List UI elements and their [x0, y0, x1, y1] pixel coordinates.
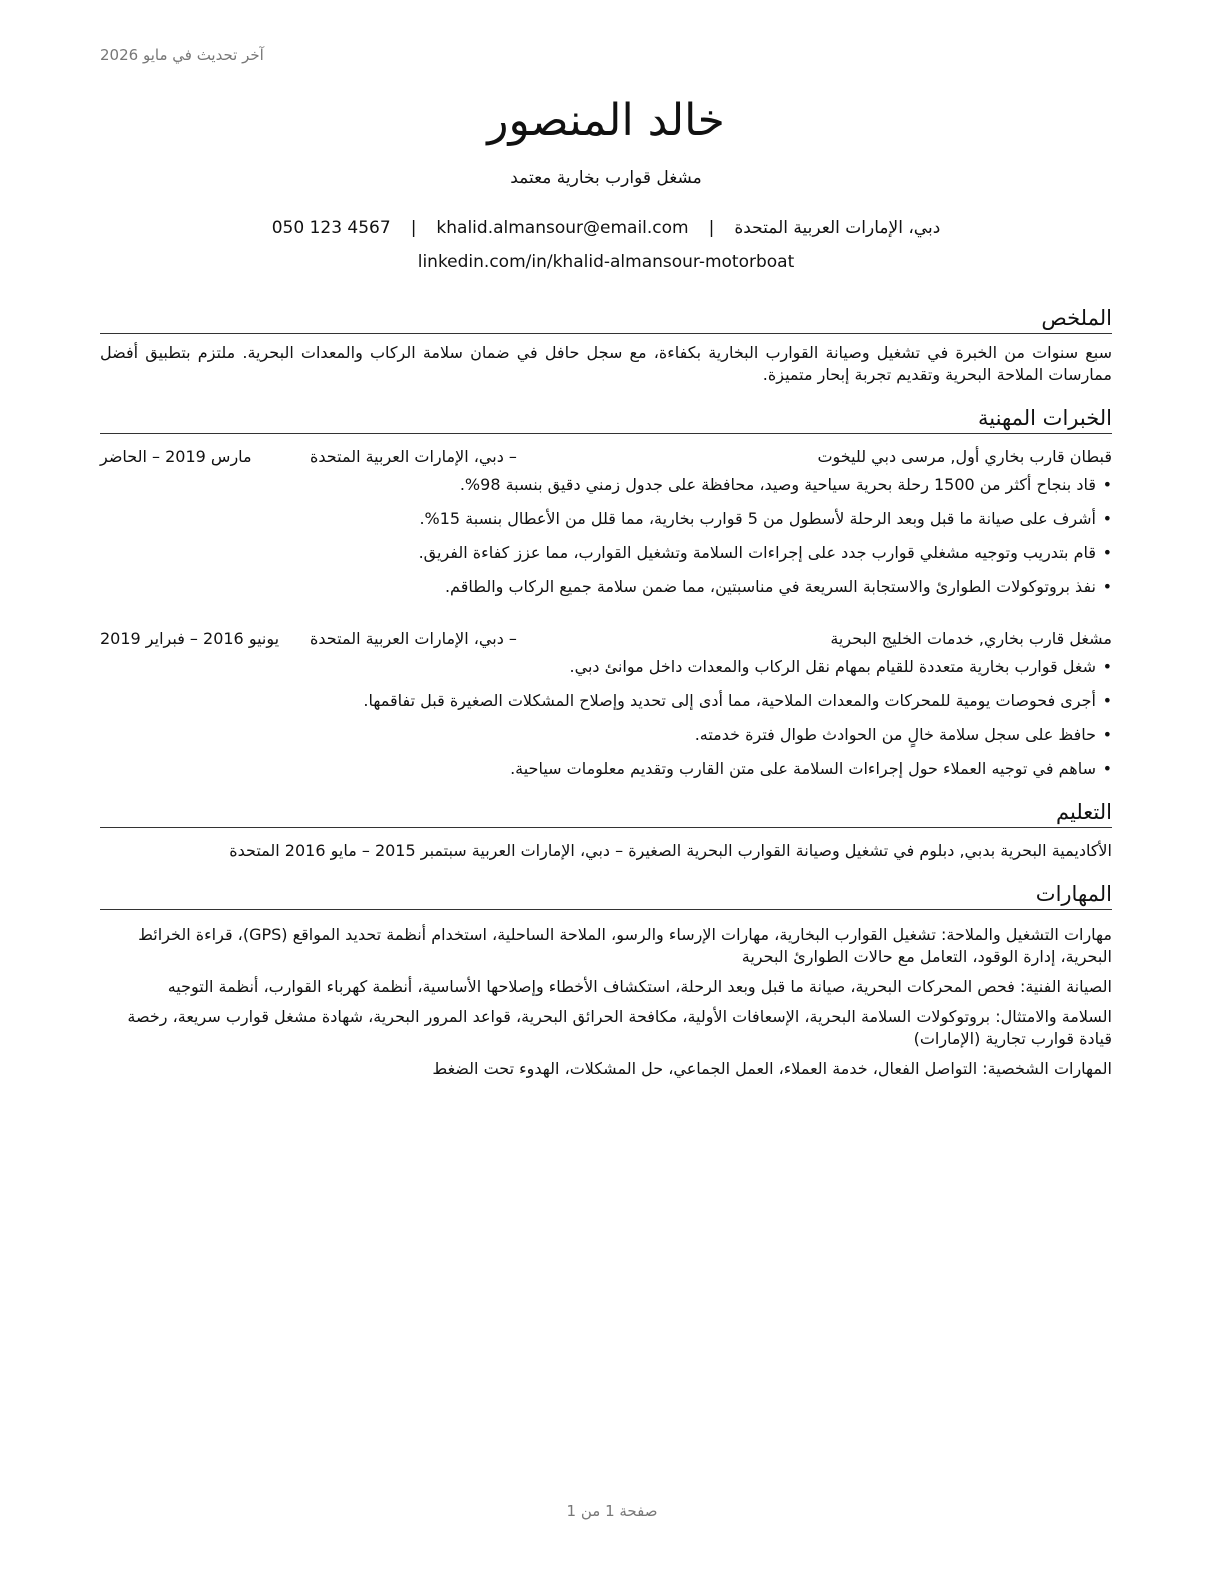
job-bullets: [100, 474, 1112, 598]
contact-separator: |: [410, 218, 417, 238]
contact-location: دبي، الإمارات العربية المتحدة: [734, 218, 941, 238]
job-role: مشغل قارب بخاري, خدمات الخليج البحرية: [830, 629, 1112, 648]
summary-heading: الملخص: [100, 304, 1112, 334]
job-role: قبطان قارب بخاري أول, مرسى دبي لليخوت: [817, 447, 1112, 466]
job-location: – دبي، الإمارات العربية المتحدة: [310, 447, 517, 466]
summary-text: سبع سنوات من الخبرة في تشغيل وصيانة القوارب البخارية بكفاءة، مع سجل حافل في ضمان سلامة الركاب والمعدات البحرية. ملتزم بتطبيق أفضل ممارسات الملاحة البحرية وتقديم تجربة إبحار متميزة.: [100, 343, 1112, 384]
contact-email[interactable]: khalid.almansour@email.com: [436, 218, 689, 238]
skill-row: مهارات التشغيل والملاحة: تشغيل القوارب البخارية، مهارات الإرساء والرسو، الملاحة الساحلية، استخدام أنظمة تحديد المواقع (GPS)، قراءة الخرائط البحرية، إدارة الوقود، التعامل مع حالات الطوارئ البحرية: [138, 925, 1112, 966]
skill-row: الصيانة الفنية: فحص المحركات البحرية، صيانة ما قبل وبعد الرحلة، استكشاف الأخطاء وإصلاحها الأساسية، أنظمة كهرباء القوارب، أنظمة التوجيه: [167, 977, 1112, 996]
candidate-name: خالد المنصور: [487, 95, 725, 146]
job-location: – دبي، الإمارات العربية المتحدة: [310, 629, 517, 648]
job-bullets: [100, 656, 1112, 780]
job-bullet: • أجرى فحوصات يومية للمحركات والمعدات الملاحية، مما أدى إلى تحديد وإصلاح المشكلات الصغيرة قبل تفاقمها.: [100, 690, 1112, 712]
job-header: [100, 446, 1112, 468]
contact-phone: 050 123 4567: [271, 218, 391, 238]
job-bullet: • حافظ على سجل سلامة خالٍ من الحوادث طوال فترة خدمته.: [100, 724, 1112, 746]
job-entry: [100, 446, 1112, 598]
job-header: [100, 628, 1112, 650]
job-dates: مارس 2019 – الحاضر: [100, 447, 252, 466]
contact-separator: |: [708, 218, 715, 238]
job-bullet: • شغل قوارب بخارية متعددة للقيام بمهام نقل الركاب والمعدات داخل موانئ دبي.: [100, 656, 1112, 678]
skill-row: السلامة والامتثال: بروتوكولات السلامة البحرية، الإسعافات الأولية، مكافحة الحرائق البحرية، قواعد المرور البحرية، شهادة مشغل قوارب سريعة، رخصة قيادة قوارب تجارية (الإمارات): [127, 1007, 1112, 1048]
skills-list: [100, 924, 1112, 1080]
experience-heading: الخبرات المهنية: [100, 404, 1112, 434]
job-bullet: • أشرف على صيانة ما قبل وبعد الرحلة لأسطول من 5 قوارب بخارية، مما قلل من الأعطال بنسبة 15%.: [100, 508, 1112, 530]
skills-heading: المهارات: [100, 880, 1112, 910]
resume-page: [100, 92, 1112, 1080]
job-bullet: • قام بتدريب وتوجيه مشغلي قوارب جدد على إجراءات السلامة وتشغيل القوارب، مما عزز كفاءة الفريق.: [100, 542, 1112, 564]
candidate-title: مشغل قوارب بخارية معتمد: [510, 168, 702, 188]
contact-line: [100, 216, 1112, 240]
education-entry: الأكاديمية البحرية بدبي, دبلوم في تشغيل وصيانة القوارب البحرية الصغيرة – دبي، الإمارات العربية سبتمبر 2015 – مايو 2016 المتحدة: [229, 841, 1112, 860]
page-indicator: صفحة 1 من 1: [566, 1502, 658, 1520]
last-updated-note: آخر تحديث في مايو 2026: [100, 46, 264, 64]
education-heading: التعليم: [100, 798, 1112, 828]
job-entry: [100, 628, 1112, 780]
job-bullet: • نفذ بروتوكولات الطوارئ والاستجابة السريعة في مناسبتين، مما ضمن سلامة جميع الركاب والطاقم.: [100, 576, 1112, 598]
skill-row: المهارات الشخصية: التواصل الفعال، خدمة العملاء، العمل الجماعي، حل المشكلات، الهدوء تحت الضغط: [432, 1059, 1112, 1078]
job-bullet: • قاد بنجاح أكثر من 1500 رحلة بحرية سياحية وصيد، محافظة على جدول زمني دقيق بنسبة 98%.: [100, 474, 1112, 496]
job-dates: يونيو 2016 – فبراير 2019: [100, 629, 280, 648]
job-bullet: • ساهم في توجيه العملاء حول إجراءات السلامة على متن القارب وتقديم معلومات سياحية.: [100, 758, 1112, 780]
contact-linkedin[interactable]: linkedin.com/in/khalid-almansour-motorboat: [417, 252, 795, 272]
